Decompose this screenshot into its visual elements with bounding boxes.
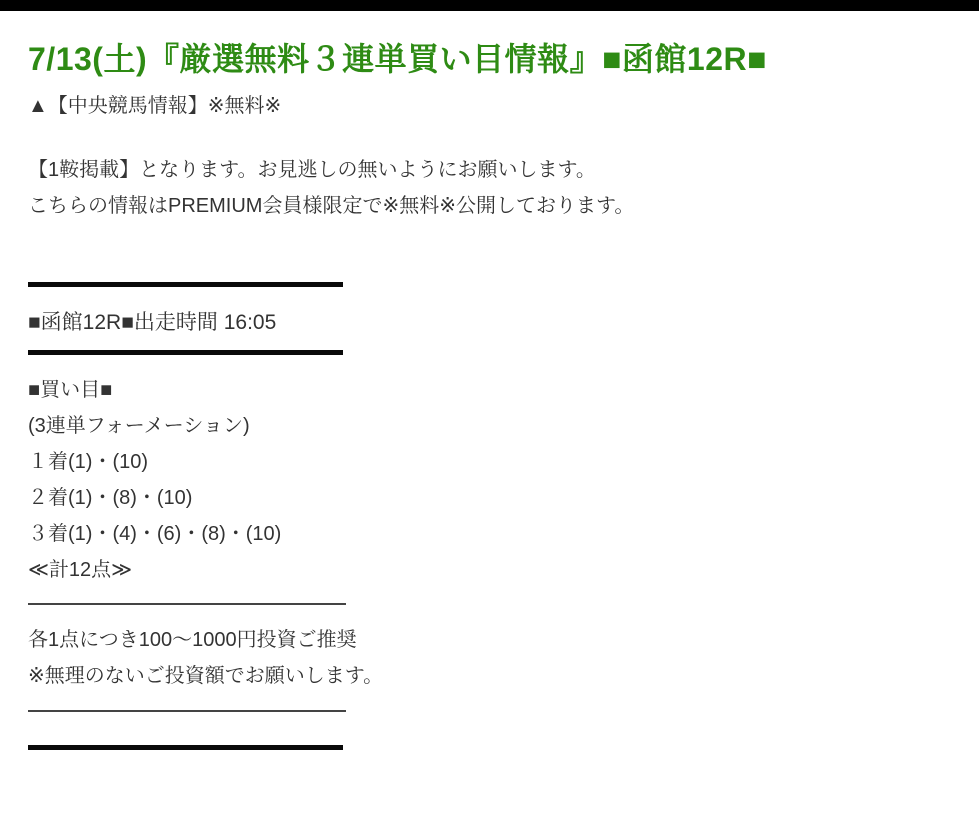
race-heading: ■函館12R■出走時間 16:05 (28, 311, 277, 334)
bet-row-first-place: １着(1)・(10) (28, 451, 149, 473)
intro-line: 【1鞍掲載】となります。お見逃しの無いようにお願いします。 (28, 159, 596, 181)
thin-separator (28, 603, 346, 605)
thin-separator (28, 710, 346, 712)
heavy-separator (28, 350, 343, 355)
bet-row-second-place: ２着(1)・(8)・(10) (28, 487, 193, 509)
advice-line: ※無理のないご投資額でお願いします。 (28, 665, 384, 687)
bets-heading: ■買い目■ (28, 379, 113, 401)
article-content (0, 40, 979, 750)
heavy-separator (28, 282, 343, 287)
top-accent-bar (0, 0, 979, 11)
page-title: 7/13(土)『厳選無料３連単買い目情報』■函館12R■ (28, 41, 767, 77)
intro-line: こちらの情報はPREMIUM会員様限定で※無料※公開しております。 (28, 195, 635, 217)
bets-formation-type: (3連単フォーメーション) (28, 415, 250, 437)
bet-row-third-place: ３着(1)・(4)・(6)・(8)・(10) (28, 523, 282, 545)
category-subtitle: ▲【中央競馬情報】※無料※ (28, 95, 282, 117)
advice-line: 各1点につき100～1000円投資ご推奨 (28, 629, 357, 651)
bets-total-points: ≪計12点≫ (28, 559, 133, 581)
heavy-separator (28, 745, 343, 750)
